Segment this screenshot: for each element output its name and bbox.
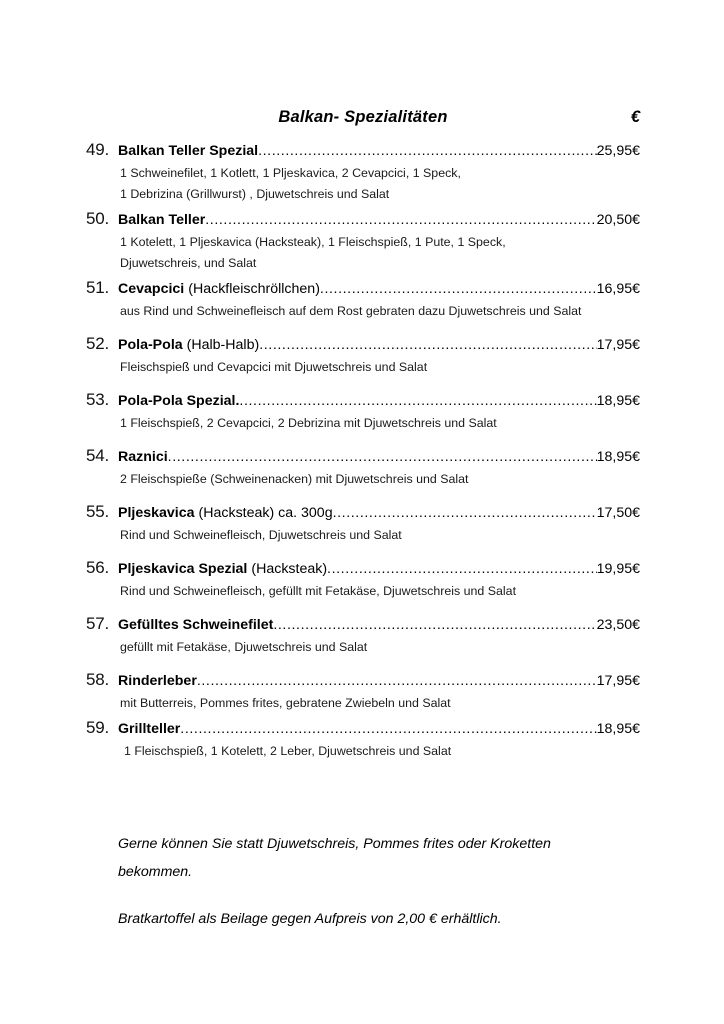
- menu-item-description: mit Butterreis, Pommes frites, gebratene Zwiebeln und Salat: [120, 696, 451, 710]
- menu-item-header: [0, 209, 724, 232]
- menu-item: [0, 670, 724, 718]
- menu-item: [0, 140, 724, 209]
- currency-symbol: €: [630, 108, 640, 126]
- menu-item-spacer: [0, 434, 724, 446]
- menu-item: [0, 502, 724, 558]
- menu-item-description: aus Rind und Schweinefleisch auf dem Rost gebraten dazu Djuwetschreis und Salat: [120, 304, 582, 318]
- menu-item-header: [0, 502, 724, 525]
- menu-item-title: Balkan Teller: [118, 212, 206, 228]
- menu-item-number: 59.: [86, 718, 110, 737]
- page-title: Balkan- Spezialitäten: [278, 108, 448, 126]
- menu-item-number: 57.: [86, 614, 110, 633]
- menu-item-title: Rinderleber: [118, 673, 197, 689]
- menu-item-description: 1 Schweinefilet, 1 Kotlett, 1 Pljeskavica, 2 Cevapcici, 1 Speck,: [120, 166, 461, 180]
- menu-item-number: 49.: [86, 140, 110, 159]
- dot-leader: [333, 506, 597, 520]
- menu-item-header: [0, 334, 724, 357]
- menu-item-qualifier: (Hacksteak): [251, 561, 328, 577]
- menu-item-price: 17,95€: [596, 673, 640, 689]
- menu-item-description: 1 Fleischspieß, 2 Cevapcici, 2 Debrizina mit Djuwetschreis und Salat: [120, 416, 497, 430]
- menu-item-number: 52.: [86, 334, 110, 353]
- dot-leader: [197, 674, 597, 688]
- menu-item-title: Pljeskavica: [118, 505, 195, 521]
- menu-item-description: 1 Fleischspieß, 1 Kotelett, 2 Leber, Djuwetschreis und Salat: [124, 744, 452, 758]
- menu-item-spacer: [0, 322, 724, 334]
- dot-leader: [168, 450, 597, 464]
- dot-leader: [273, 618, 596, 632]
- menu-item-price: 17,95€: [596, 337, 640, 353]
- menu-item-description: 1 Debrizina (Grillwurst) , Djuwetschreis und Salat: [120, 187, 390, 201]
- menu-item-title: Pola-Pola Spezial.: [118, 393, 240, 409]
- menu-item-spacer: [0, 378, 724, 390]
- menu-item: [0, 390, 724, 446]
- menu-item-description: gefüllt mit Fetakäse, Djuwetschreis und Salat: [120, 640, 368, 654]
- note-line-1: Gerne können Sie statt Djuwetschreis, Pommes frites oder Kroketten: [118, 836, 551, 852]
- menu-item-header: [0, 614, 724, 637]
- dot-leader: [327, 562, 597, 576]
- menu-item-header: [0, 718, 724, 741]
- menu-item-title: Raznici: [118, 449, 168, 465]
- menu-item: [0, 614, 724, 670]
- menu-item-number: 51.: [86, 278, 110, 297]
- menu-item-price: 17,50€: [596, 505, 640, 521]
- menu-item-header: [0, 140, 724, 163]
- dot-leader: [258, 144, 597, 158]
- menu-item: [0, 209, 724, 278]
- menu-item-price: 16,95€: [596, 281, 640, 297]
- menu-item-title: Pola-Pola: [118, 337, 183, 353]
- note-line-2: bekommen.: [118, 864, 193, 880]
- menu-item-title: Grillteller: [118, 721, 181, 737]
- menu-item-description: Djuwetschreis, und Salat: [120, 256, 257, 270]
- note-line-3: Bratkartoffel als Beilage gegen Aufpreis von 2,00 € erhältlich.: [118, 911, 502, 927]
- menu-item-description: Rind und Schweinefleisch, gefüllt mit Fetakäse, Djuwetschreis und Salat: [120, 584, 517, 598]
- menu-item-description: Rind und Schweinefleisch, Djuwetschreis und Salat: [120, 528, 402, 542]
- footer-notes: [118, 830, 658, 933]
- menu-item-spacer: [0, 658, 724, 670]
- menu-item-qualifier: (Hackfleischröllchen): [188, 281, 320, 297]
- menu-item-title: Pljeskavica Spezial: [118, 561, 248, 577]
- dot-leader: [259, 338, 596, 352]
- dot-leader: [320, 282, 597, 296]
- menu-item-spacer: [0, 602, 724, 614]
- page-header: [86, 108, 640, 132]
- menu-item-header: [0, 446, 724, 469]
- menu-item-price: 25,95€: [596, 143, 640, 159]
- menu-item-header: [0, 278, 724, 301]
- dot-leader: [205, 213, 596, 227]
- menu-item-description: Fleischspieß und Cevapcici mit Djuwetschreis und Salat: [120, 360, 428, 374]
- menu-items-list: [0, 140, 724, 774]
- menu-item-number: 56.: [86, 558, 110, 577]
- menu-item: [0, 558, 724, 614]
- menu-item-number: 53.: [86, 390, 110, 409]
- menu-item-description: 1 Kotelett, 1 Pljeskavica (Hacksteak), 1 Fleischspieß, 1 Pute, 1 Speck,: [120, 235, 506, 249]
- menu-item-price: 18,95€: [596, 721, 640, 737]
- dot-leader: [239, 394, 596, 408]
- menu-item-header: [0, 670, 724, 693]
- menu-item: [0, 446, 724, 502]
- menu-item-price: 23,50€: [596, 617, 640, 633]
- menu-item-number: 54.: [86, 446, 110, 465]
- menu-item-number: 55.: [86, 502, 110, 521]
- menu-item-spacer: [0, 546, 724, 558]
- menu-item-spacer: [0, 490, 724, 502]
- menu-item-price: 18,95€: [596, 393, 640, 409]
- menu-item-number: 58.: [86, 670, 110, 689]
- menu-item-qualifier: (Hacksteak) ca. 300g: [198, 505, 333, 521]
- menu-item: [0, 718, 724, 774]
- menu-item-title: Balkan Teller Spezial: [118, 143, 259, 159]
- menu-item-price: 18,95€: [596, 449, 640, 465]
- menu-item-header: [0, 558, 724, 581]
- menu-item-qualifier: (Halb-Halb): [186, 337, 260, 353]
- menu-item: [0, 278, 724, 334]
- menu-item-number: 50.: [86, 209, 110, 228]
- menu-item-header: [0, 390, 724, 413]
- menu-item-spacer: [0, 762, 724, 774]
- menu-item-price: 19,95€: [596, 561, 640, 577]
- menu-item-price: 20,50€: [596, 212, 640, 228]
- menu-item-title: Gefülltes Schweinefilet: [118, 617, 274, 633]
- menu-item: [0, 334, 724, 390]
- dot-leader: [180, 722, 596, 736]
- menu-item-description: 2 Fleischspieße (Schweinenacken) mit Djuwetschreis und Salat: [120, 472, 469, 486]
- menu-item-title: Cevapcici: [118, 281, 185, 297]
